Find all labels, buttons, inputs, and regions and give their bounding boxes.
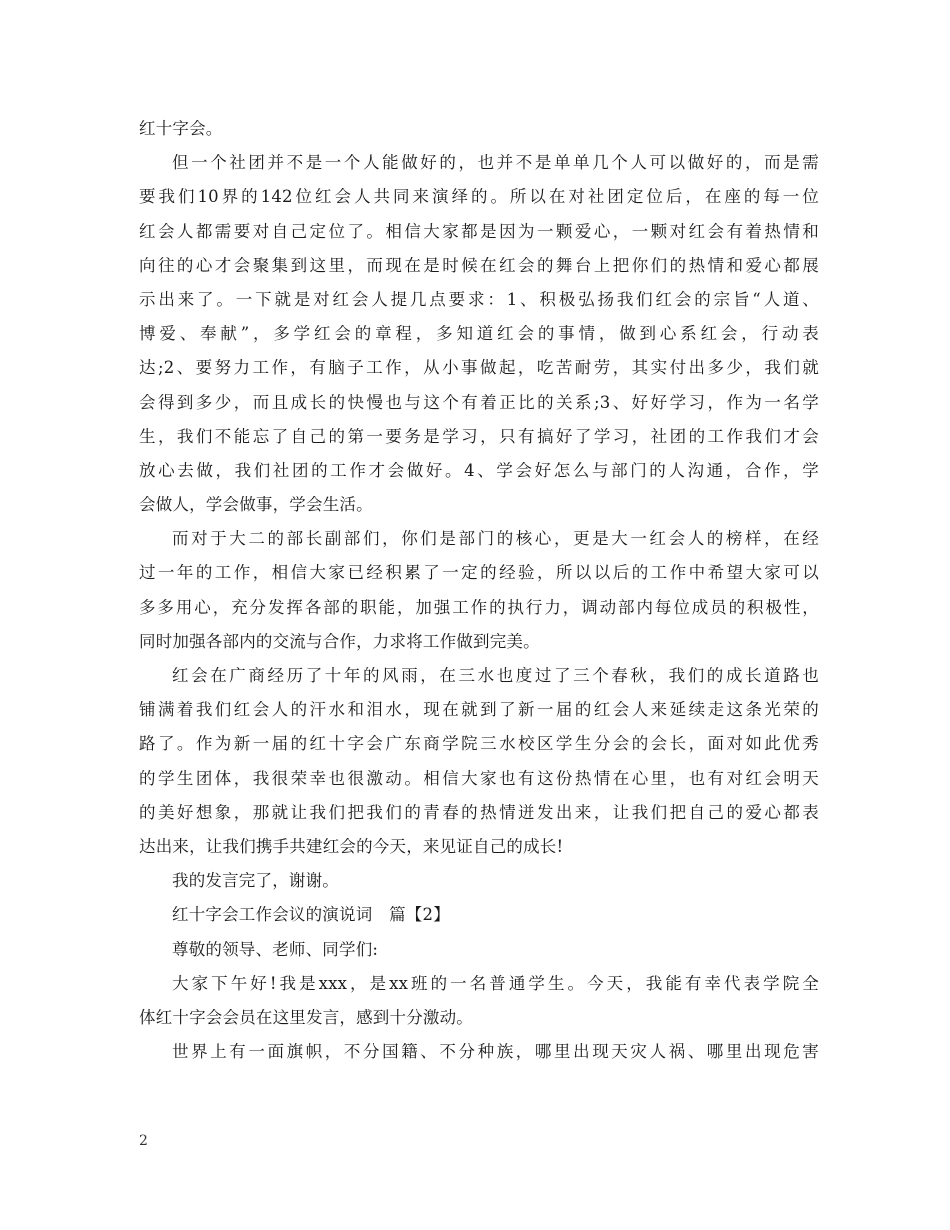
text-line: 要我们10界的142位红会人共同来演绎的。所以在对社团定位后，在座的每一位 xyxy=(139,187,819,207)
text-line: 会得到多少，而且成长的快慢也与这个有着正比的关系;3、好好学习，作为一名学 xyxy=(139,392,819,412)
text-line: 红十字会工作会议的演说词 篇【2】 xyxy=(172,905,450,925)
text-line: 红十字会。 xyxy=(139,119,223,138)
text-line: 生，我们不能忘了自己的第一要务是学习，只有搞好了学习，社团的工作我们才会 xyxy=(139,426,819,446)
text-line: 而对于大二的部长副部们，你们是部门的核心，更是大一红会人的榜样，在经 xyxy=(172,529,819,549)
text-line: 大家下午好!我是xxx，是xx班的一名普通学生。今天，我能有幸代表学院全 xyxy=(172,973,819,993)
text-line: 的美好想象，那就让我们把我们的青春的热情迸发出来，让我们把自己的爱心都表 xyxy=(139,802,819,822)
text-line: 尊敬的领导、老师、同学们: xyxy=(172,939,379,959)
text-line: 达出来，让我们携手共建红会的今天，来见证自己的成长! xyxy=(139,836,564,856)
text-line: 红会在广商经历了十年的风雨，在三水也度过了三个春秋，我们的成长道路也 xyxy=(172,666,819,685)
document-body xyxy=(139,112,819,1069)
text-line: 过一年的工作，相信大家已经积累了一定的经验，所以以后的工作中希望大家可以 xyxy=(139,563,819,583)
text-line: 多多用心，充分发挥各部的职能，加强工作的执行力，调动部内每位成员的积极性， xyxy=(139,597,819,617)
text-line: 示出来了。一下就是对红会人提几点要求：1、积极弘扬我们红会的宗旨“人道、 xyxy=(139,289,819,309)
text-line: 世界上有一面旗帜，不分国籍、不分种族，哪里出现天灾人祸、哪里出现危害 xyxy=(172,1042,819,1062)
text-line: 会做人，学会做事，学会生活。 xyxy=(139,495,373,515)
text-line: 但一个社团并不是一个人能做好的，也并不是单单几个人可以做好的，而是需 xyxy=(172,153,819,173)
text-line: 我的发言完了，谢谢。 xyxy=(172,871,339,891)
page-number: 2 xyxy=(139,1133,148,1149)
text-line: 同时加强各部内的交流与合作，力求将工作做到完美。 xyxy=(139,631,540,651)
text-line: 铺满着我们红会人的汗水和泪水，现在就到了新一届的红会人来延续走这条光荣的 xyxy=(139,700,819,720)
text-line: 达;2、要努力工作，有脑子工作，从小事做起，吃苦耐劳，其实付出多少，我们就 xyxy=(139,358,819,378)
text-line: 放心去做，我们社团的工作才会做好。4、学会好怎么与部门的人沟通，合作，学 xyxy=(139,460,819,480)
text-line: 的学生团体，我很荣幸也很激动。相信大家也有这份热情在心里，也有对红会明天 xyxy=(139,768,819,788)
text-line: 红会人都需要对自己定位了。相信大家都是因为一颗爱心，一颗对红会有着热情和 xyxy=(139,221,819,241)
text-line: 体红十字会会员在这里发言，感到十分激动。 xyxy=(139,1007,473,1027)
text-line: 博爱、奉献”，多学红会的章程，多知道红会的事情，做到心系红会，行动表 xyxy=(139,324,819,344)
text-line: 路了。作为新一届的红十字会广东商学院三水校区学生分会的会长，面对如此优秀 xyxy=(139,734,819,754)
text-line: 向往的心才会聚集到这里，而现在是时候在红会的舞台上把你们的热情和爱心都展 xyxy=(139,255,819,275)
